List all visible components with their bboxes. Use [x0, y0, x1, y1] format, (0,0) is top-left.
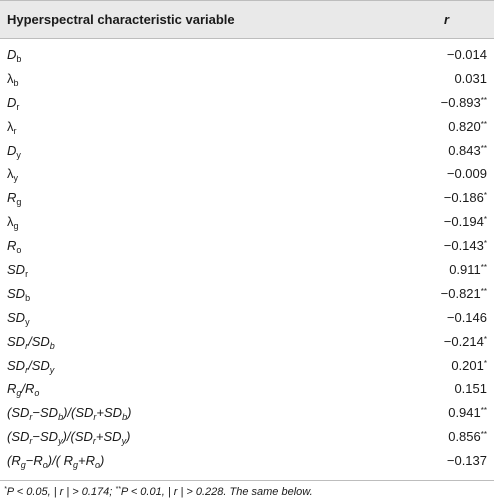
column-header-variable: Hyperspectral characteristic variable	[7, 12, 235, 27]
variable-cell: $SD_b$	[7, 285, 31, 303]
r-value-cell: −0.186*	[443, 190, 487, 206]
variable-cell: $SD_r/SD_b$	[7, 333, 55, 351]
variable-cell: $\lambda_r$	[7, 118, 17, 136]
variable-cell: $(SD_r-SD_b)/(SD_r+SD_b)$	[7, 405, 132, 423]
r-value-cell: 0.856**	[448, 429, 487, 445]
table-row	[0, 286, 494, 310]
variable-cell: $\lambda_b$	[7, 70, 19, 88]
variable-cell: $\lambda_y$	[7, 166, 18, 184]
table-row	[0, 214, 494, 238]
variable-cell: $SD_y$	[7, 309, 30, 327]
r-value-cell: −0.893**	[440, 94, 487, 110]
table-row	[0, 262, 494, 286]
r-value-cell: −0.146	[446, 309, 487, 325]
variable-cell: $SD_r/SD_y$	[7, 357, 55, 375]
r-value-cell: 0.911**	[449, 262, 487, 278]
variable-cell: $R_o$	[7, 238, 22, 256]
table-row	[0, 358, 494, 382]
r-value-cell: 0.031	[454, 70, 487, 86]
variable-cell: $D_y$	[7, 142, 21, 160]
variable-cell: $D_b$	[7, 47, 22, 64]
table-row	[0, 238, 494, 262]
variable-cell: $\lambda_g$	[7, 214, 19, 232]
table-body	[0, 47, 494, 477]
r-value-cell: −0.821**	[440, 285, 487, 301]
table-row	[0, 71, 494, 95]
r-value-cell: −0.143*	[443, 238, 487, 254]
r-value-cell: 0.941**	[448, 405, 487, 421]
r-value-cell: 0.843**	[448, 142, 487, 158]
table-row	[0, 95, 494, 119]
table-row	[0, 119, 494, 143]
variable-cell: $(R_g-R_o)/$( $R_g+R_o$)	[7, 453, 105, 471]
table-row	[0, 334, 494, 358]
table-row	[0, 47, 494, 71]
r-value-cell: 0.201*	[451, 357, 487, 373]
table-row	[0, 381, 494, 405]
table-row	[0, 190, 494, 214]
variable-cell: $R_g$	[7, 190, 22, 208]
table-bottom-rule	[0, 480, 494, 481]
r-value-cell: −0.014	[446, 47, 487, 62]
r-value-cell: −0.214*	[443, 333, 487, 349]
r-value-cell: −0.194*	[443, 214, 487, 230]
table-row	[0, 143, 494, 167]
table-row	[0, 453, 494, 477]
r-value-cell: 0.820**	[448, 118, 487, 134]
table-row	[0, 405, 494, 429]
r-value-cell: 0.151	[454, 381, 487, 397]
table-row	[0, 166, 494, 190]
r-value-cell: −0.009	[446, 166, 487, 182]
table-footnote: *P < 0.05, | r | > 0.174; **P < 0.01, | r | > 0.228. The same below.	[4, 486, 313, 498]
table-row	[0, 429, 494, 453]
table-row	[0, 310, 494, 334]
variable-cell: $R_g/R_o$	[7, 381, 40, 399]
variable-cell: $SD_r$	[7, 262, 29, 280]
table-header	[0, 0, 494, 39]
r-value-cell: −0.137	[446, 453, 487, 469]
variable-cell: $(SD_r-SD_y)/(SD_r+SD_y)$	[7, 429, 131, 447]
column-header-r: r	[444, 12, 450, 27]
variable-cell: $D_r$	[7, 94, 20, 112]
